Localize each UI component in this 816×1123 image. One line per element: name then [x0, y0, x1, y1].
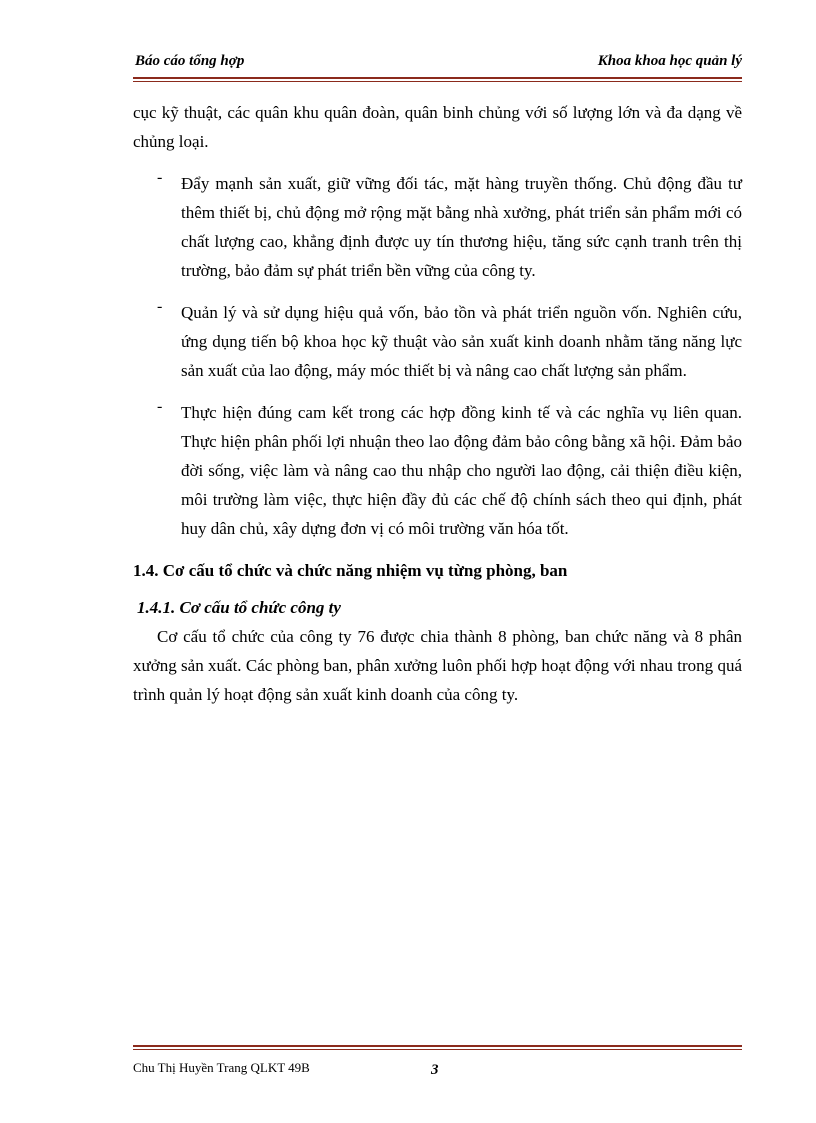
body-paragraph: Cơ cấu tổ chức của công ty 76 được chia thành 8 phòng, ban chức năng và 8 phân xưởng sản xuất. Các phòng ban, phân xưởng luôn phối hợp hoạt động với nhau trong quá trình quản lý hoạt động sản xuất kinh doanh của công ty.	[133, 627, 742, 704]
list-item	[133, 169, 742, 285]
page-body	[133, 98, 742, 709]
header-report-title: Báo cáo tổng hợp	[135, 53, 245, 69]
header-rule	[133, 77, 742, 82]
bullet-dash: -	[157, 298, 163, 315]
list-item-text: Đẩy mạnh sản xuất, giữ vững đối tác, mặt hàng truyền thống. Chủ động đầu tư thêm thiết bị, chủ động mở rộng mặt bằng nhà xưởng, phát triển sản phẩm mới có chất lượng cao, khẳng định được uy tín thương hiệu, tăng sức cạnh tranh trên thị trường, bảo đảm sự phát triển bền vững của công ty.	[181, 174, 742, 280]
page-footer	[133, 1058, 742, 1082]
list-item-text: Thực hiện đúng cam kết trong các hợp đồng kinh tế và các nghĩa vụ liên quan. Thực hiện phân phối lợi nhuận theo lao động đảm bảo công bằng xã hội. Đảm bảo đời sống, việc làm và nâng cao thu nhập cho người lao động, cải thiện điều kiện, môi trường làm việc, thực hiện đầy đủ các chế độ chính sách theo qui định, phát huy dân chủ, xây dựng đơn vị có môi trường văn hóa tốt.	[181, 403, 742, 538]
list-item	[133, 298, 742, 385]
subsection-heading: 1.4.1. Cơ cấu tổ chức công ty	[137, 598, 341, 617]
intro-paragraph: cục kỹ thuật, các quân khu quân đoàn, quân binh chủng với số lượng lớn và đa dạng về chủng loại.	[133, 103, 742, 151]
section-heading: 1.4. Cơ cấu tổ chức và chức năng nhiệm vụ từng phòng, ban	[133, 561, 568, 580]
page-header	[133, 50, 742, 76]
list-item	[133, 398, 742, 543]
footer-rule	[133, 1045, 742, 1050]
bullet-dash: -	[157, 169, 163, 186]
header-faculty: Khoa khoa học quản lý	[597, 53, 742, 69]
bullet-dash: -	[157, 398, 163, 415]
footer-author: Chu Thị Huyền Trang QLKT 49B	[133, 1060, 310, 1075]
list-item-text: Quản lý và sử dụng hiệu quả vốn, bảo tồn và phát triển nguồn vốn. Nghiên cứu, ứng dụng tiến bộ khoa học kỹ thuật vào sản xuất kinh doanh nhằm tăng năng lực sản xuất của lao động, máy móc thiết bị và nâng cao chất lượng sản phẩm.	[181, 303, 742, 380]
page-number: 3	[431, 1062, 439, 1078]
